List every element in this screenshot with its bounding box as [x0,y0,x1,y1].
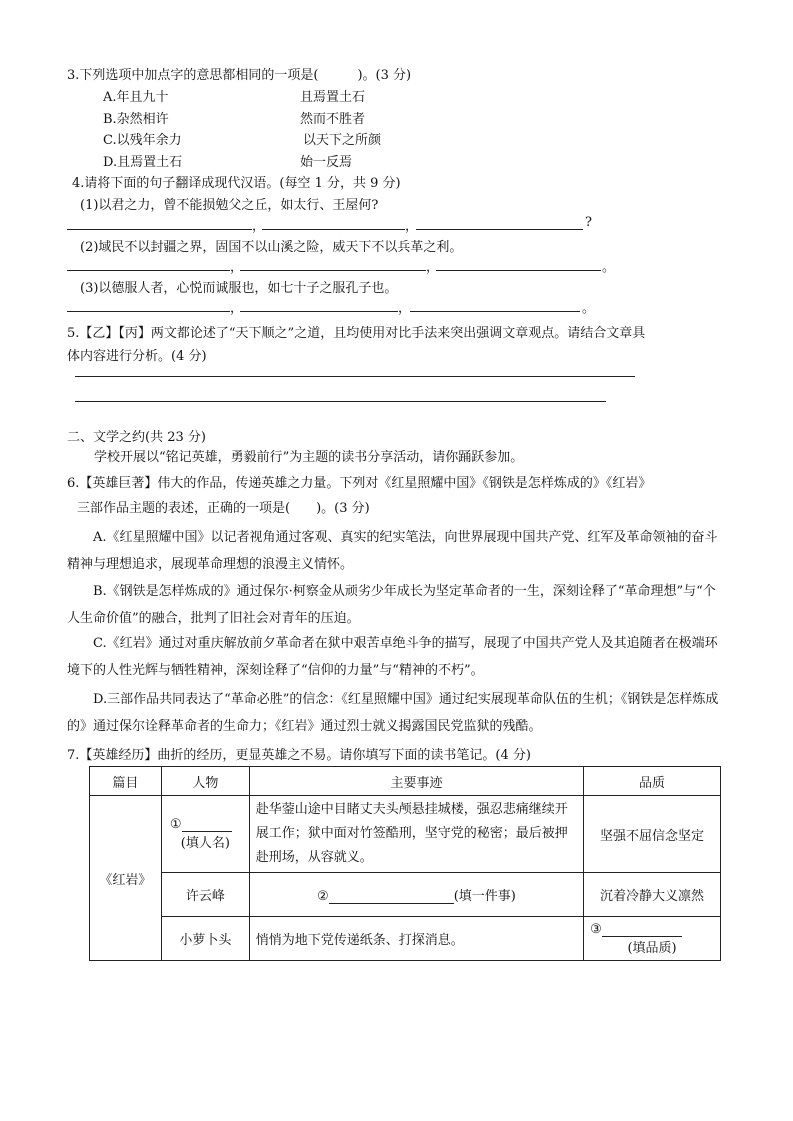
section-title: 二、文学之约(共 23 分) [67,430,206,445]
q4-answer-blank-3c[interactable] [410,311,580,312]
q4-comma: ， [230,260,244,275]
q6-stem-line2: 三部作品主题的表述，正确的一项是( )。(3 分) [77,501,370,516]
q4-answer-blank-1b[interactable] [262,229,405,230]
table-row [90,873,721,917]
header-person: 人物 [161,767,249,796]
person-cell-2: 许云峰 [161,873,249,917]
deeds-cell-3: 悄悄为地下党传递纸条、打探消息。 [249,917,583,961]
header-quality: 品质 [584,767,721,796]
reading-notes-table [89,766,721,961]
deeds-cell-2[interactable] [249,873,583,917]
q7-stem: 7.【英雄经历】曲折的经历，更显英雄之不易。请你填写下面的读书笔记。(4 分) [67,748,531,763]
table-header-row [90,767,721,796]
quality-cell-2: 沉着冷静大义凛然 [584,873,721,917]
deeds-cell-1: 赴华蓥山途中目睹丈夫头颅悬挂城楼，强忍悲痛继续开展工作；狱中面对竹签酷刑，坚守党的秘密；最后被押赴刑场，从容就义。 [249,796,583,873]
q4-sentence-3: (3)以德服人者，心悦而诚服也，如七十子之服孔子也。 [80,281,398,296]
q4-answer-blank-1a[interactable] [67,229,252,230]
header-book: 篇目 [90,767,162,796]
deeds-hint: (填一件事) [453,889,516,904]
deeds-blank[interactable] [329,891,454,904]
circle-num-3: ③ [590,921,602,937]
q4-sentence-2: (2)域民不以封疆之界，固国不以山溪之险，威天下不以兵革之利。 [80,240,463,255]
q4-answer-blank-2a[interactable] [67,270,230,271]
q6-option-a[interactable] [67,524,727,578]
circle-num-1: ① [169,817,182,832]
q6-option-b-text: B.《钢铁是怎样炼成的》通过保尔·柯察金从顽劣少年成长为坚定革命者的一生，深刻诠释了“革命理想”与“个人生命价值”的融合，批判了旧社会对青年的压迫。 [67,584,716,626]
q4-comma: ， [252,219,266,234]
quality-cell-3[interactable] [584,917,721,961]
q3-stem: 3.下列选项中加点字的意思都相同的一项是( )。(3 分) [67,68,412,83]
section-intro: 学校开展以“铭记英雄，勇毅前行”为主题的读书分享活动，请你踊跃参加。 [94,450,524,465]
table-row [90,917,721,961]
person-blank[interactable] [182,819,232,832]
q4-answer-blank-2c[interactable] [436,270,601,271]
quality-blank[interactable] [602,924,682,937]
q4-stem: 4.请将下面的句子翻译成现代汉语。(每空 1 分，共 9 分) [72,176,401,191]
circle-num-2: ② [317,889,329,904]
q4-comma: ， [398,301,412,316]
q3-option-d-left: D.且焉置土石 [103,155,183,170]
q4-period: 。 [582,301,596,316]
q4-answer-blank-1c[interactable] [416,229,583,230]
book-title: 《红岩》 [90,796,162,961]
q6-option-b[interactable] [67,578,727,632]
q6-option-d-text: D.三部作品共同表达了“革命必胜”的信念：《红星照耀中国》通过纪实展现革命队伍的生机；《钢铁是怎样炼成的》通过保尔诠释革命者的生命力；《红岩》通过烈士就义揭露国民党监狱的残酷。 [67,692,719,734]
q3-option-a-right: 且焉置土石 [300,90,366,105]
q4-answer-blank-3b[interactable] [240,311,398,312]
quality-cell-1: 坚强不屈信念坚定 [584,796,721,873]
q6-option-c[interactable] [67,630,727,684]
q3-option-b-right: 然而不胜者 [300,112,366,127]
q6-stem-line1: 6.【英雄巨著】伟大的作品，传递英雄之力量。下列对《红星照耀中国》《钢铁是怎样炼成的》《红岩》 [67,476,652,491]
quality-hint: (填品质) [627,940,677,956]
header-deeds: 主要事迹 [249,767,583,796]
q4-answer-blank-2b[interactable] [240,270,426,271]
q3-option-b-left: B.杂然相许 [103,112,169,127]
q4-comma: ， [230,301,244,316]
q4-sentence-1: (1)以君之力，曾不能损勉父之丘，如太行、王屋何? [80,198,379,213]
q4-comma: ， [405,219,419,234]
q5-stem-line2: 体内容进行分析。(4 分) [67,349,207,364]
person-hint: (填人名) [180,836,230,851]
q3-option-c-left: C.以残年余力 [103,133,182,148]
q3-option-d-right: 始一反焉 [300,155,353,170]
q4-question-mark: ? [585,215,592,230]
q5-answer-line-1[interactable] [75,376,635,377]
person-cell-1[interactable] [161,796,249,873]
q5-stem-line1: 5.【乙】【丙】两文都论述了“天下顺之”之道，且均使用对比手法来突出强调文章观点。请结合文章具 [67,326,646,341]
table-row [90,796,721,873]
q6-option-d[interactable] [67,686,727,740]
q3-option-a-left: A.年且九十 [103,90,169,105]
q4-period: 。 [602,260,616,275]
q6-option-c-text: C.《红岩》通过对重庆解放前夕革命者在狱中艰苦卓绝斗争的描写，展现了中国共产党人及其追随者在极端环境下的人性光辉与牺牲精神，深刻诠释了“信仰的力量”与“精神的不朽”。 [67,636,718,678]
q3-option-c-right: 以天下之所颜 [303,133,382,148]
q6-option-a-text: A.《红星照耀中国》以记者视角通过客观、真实的纪实笔法，向世界展现中国共产党、红军及革命领袖的奋斗精神与理想追求，展现革命理想的浪漫主义情怀。 [67,530,718,572]
q4-answer-blank-3a[interactable] [67,311,230,312]
q5-answer-line-2[interactable] [75,401,606,402]
person-cell-3: 小萝卜头 [161,917,249,961]
q4-comma: ， [426,260,440,275]
